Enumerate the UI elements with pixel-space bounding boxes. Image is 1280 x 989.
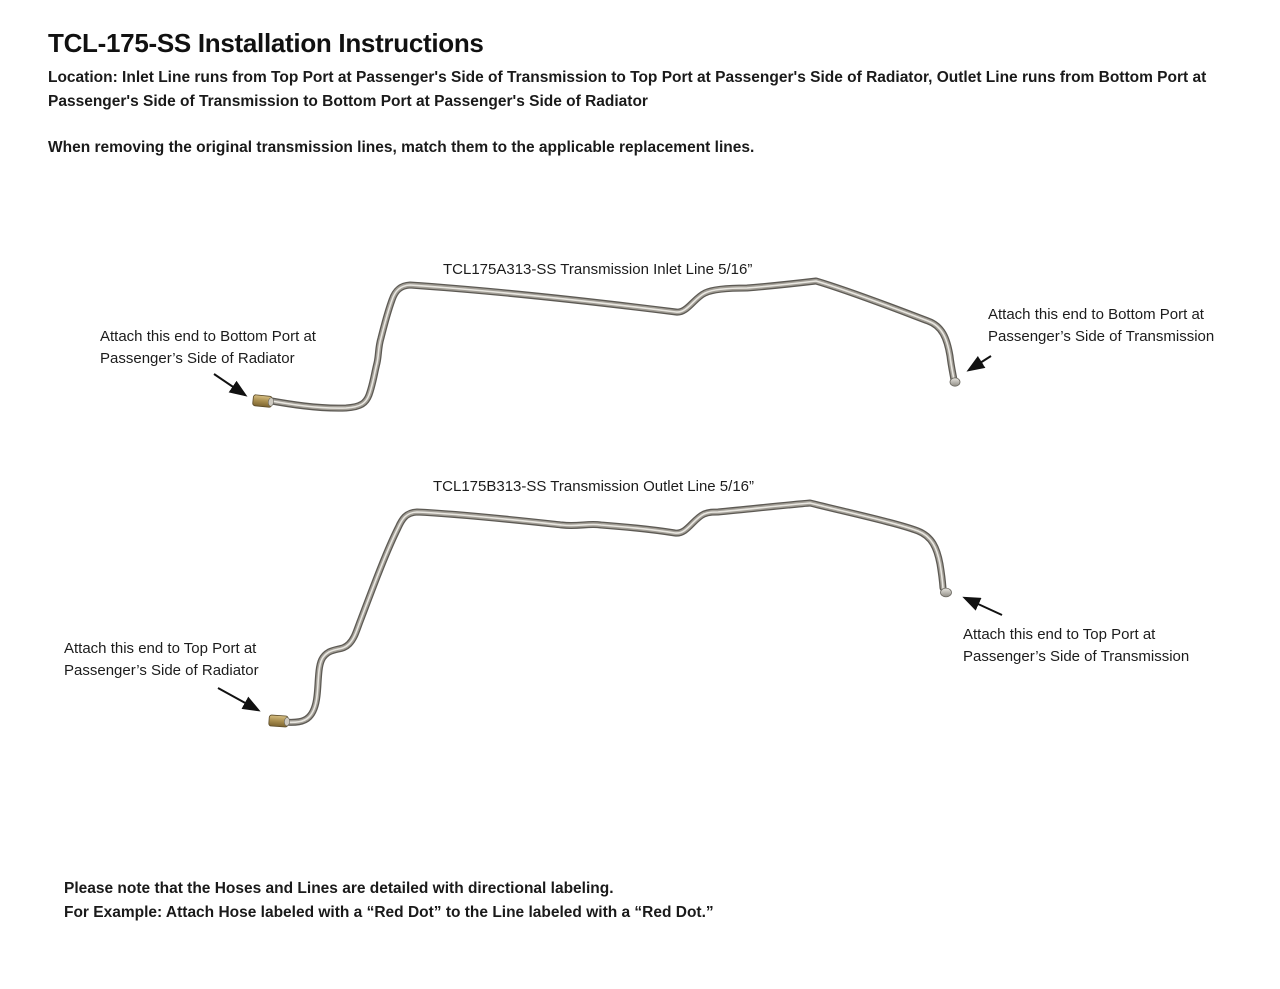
outlet-line-label: TCL175B313-SS Transmission Outlet Line 5/16”: [433, 478, 754, 495]
note-line: Please note that the Hoses and Lines are detailed with directional labeling.: [64, 880, 614, 897]
inlet-radiator-fitting: [252, 395, 274, 408]
outlet-tube: [283, 503, 943, 722]
inlet-line-diagram: [200, 268, 1000, 420]
outlet-right-arrow-icon: [965, 598, 1002, 615]
outlet-left-arrow-icon: [218, 688, 258, 710]
removal-note: When removing the original transmission lines, match them to the applicable replacement lines.: [48, 139, 755, 156]
inlet-transmission-fitting: [950, 378, 960, 386]
callout-line: Passenger’s Side of Transmission: [988, 328, 1215, 345]
callout-line: Passenger’s Side of Radiator: [64, 662, 259, 679]
page-title: TCL-175-SS Installation Instructions: [48, 28, 484, 58]
inlet-right-callout: [988, 304, 1214, 348]
directional-labeling-note: [64, 877, 714, 925]
location-paragraph: Location: Inlet Line runs from Top Port at Passenger's Side of Transmission to Top Port at Passenger's Side of Radiator, Outlet Line runs from Bottom Port at Passenger's Side of Transmission to Bottom Port at Passenger's Side of Radiator: [48, 69, 1207, 110]
inlet-tube: [266, 281, 954, 408]
outlet-transmission-fitting: [941, 588, 952, 597]
callout-line: Attach this end to Bottom Port at: [988, 306, 1204, 323]
note-line: For Example: Attach Hose labeled with a “Red Dot” to the Line labeled with a “Red Dot.”: [64, 904, 714, 921]
callout-line: Attach this end to Top Port at: [64, 640, 257, 657]
outlet-line-diagram: [210, 495, 1010, 740]
inlet-left-arrow-icon: [214, 374, 245, 395]
outlet-radiator-fitting: [269, 715, 290, 727]
inlet-right-arrow-icon: [969, 356, 991, 370]
callout-line: Attach this end to Top Port at: [963, 626, 1156, 643]
callout-line: Attach this end to Bottom Port at: [100, 328, 316, 345]
callout-line: Passenger’s Side of Radiator: [100, 350, 295, 367]
inlet-line-label: TCL175A313-SS Transmission Inlet Line 5/16”: [443, 261, 753, 278]
callout-line: Passenger’s Side of Transmission: [963, 648, 1190, 665]
